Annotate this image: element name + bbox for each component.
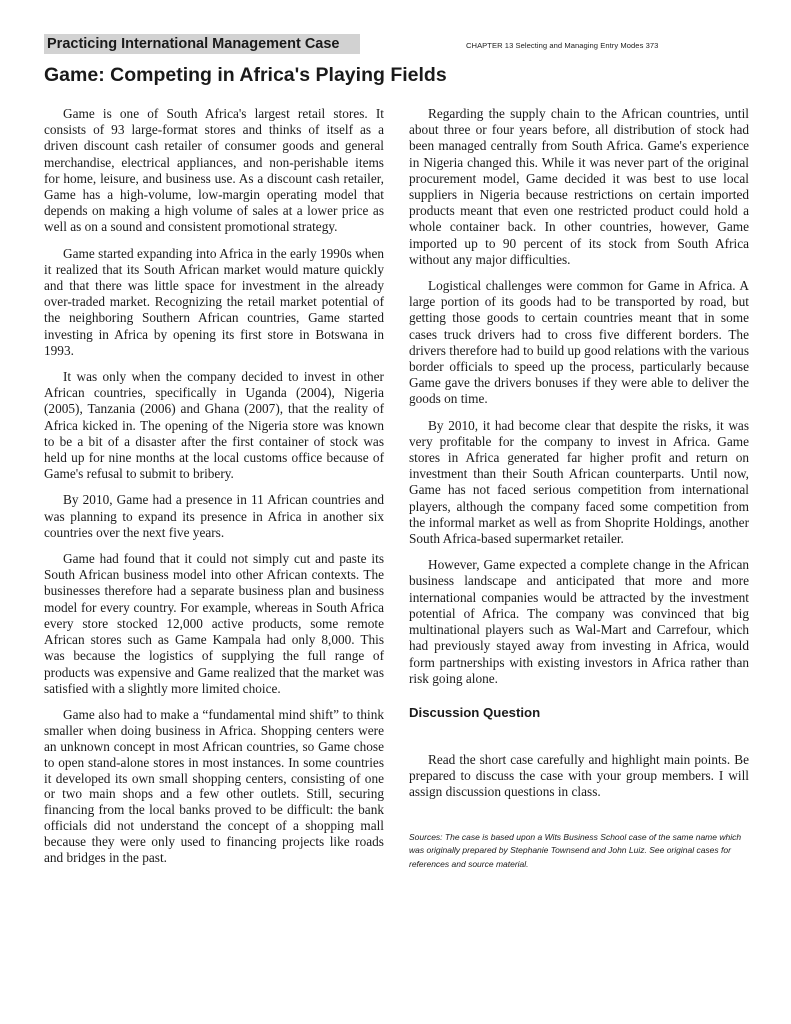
paragraph: Game started expanding into Africa in the early 1990s when it realized that its South African market would mature quickly and that there was little space for investment in the already over-traded market. Recognizing the retail market potential of the neighboring Southern African countries, Game started investing in Africa by opening its first store in Botswana in 1993. — [44, 245, 384, 358]
paragraph: Logistical challenges were common for Game in Africa. A large portion of its goods had to be transported by road, but getting those goods to certain countries meant that in some cases truck drivers had to cross five different borders. The drivers therefore had to build up good relations with the various border officials to speed up the process, particularly because Game gave the drivers bonuses if they were able to deliver the goods on time. — [409, 278, 749, 407]
discussion-text: Read the short case carefully and highlight main points. Be prepared to discuss the case with your group members. I will assign discussion questions in class. — [409, 751, 749, 800]
paragraph: Game is one of South Africa's largest retail stores. It consists of 93 large-format stores and thinks of itself as a driven discount cash retailer of consumer goods and general merchandise, electrical appliances, and non-perishable items for home, leisure, and business use. As a discount cash retailer, Game has a high-volume, low-margin operating model that depends on making a high volume of sales at a lower price as well as on a sound and consistent promotional strategy. — [44, 106, 384, 235]
right-column — [409, 106, 749, 871]
paragraph: Game had found that it could not simply cut and paste its South African business model into other African contexts. The businesses therefore had a separate business plan and business model for every country. For example, whereas in South Africa every store stocked 12,000 active products, some remote African stores such as Game Kampala had only 8,000. This was because the logistics of supplying the full range of products was expensive and Game realized that the market was satisfied with a slightly more limited choice. — [44, 551, 384, 696]
running-head: CHAPTER 13 Selecting and Managing Entry Modes 373 — [466, 41, 659, 50]
paragraph: By 2010, Game had a presence in 11 African countries and was planning to expand its presence in Africa in another six countries over the next five years. — [44, 492, 384, 540]
paragraph: However, Game expected a complete change in the African business landscape and anticipated that more and more international companies would be attracted by the investment potential of Africa. The company was convinced that big multinational players such as Wal-Mart and Carrefour, which had previously stayed away from investing in Africa, would form partnerships with existing investors in Africa rather than risk going alone. — [409, 557, 749, 686]
paragraph: By 2010, it had become clear that despite the risks, it was very profitable for the company to invest in Africa. Game stores in Africa generated far higher profit and return on investment than their South African counterparts. Until now, Game has not faced serious competition from international players, although the company faced some competition from the informal market as well as from Shoprite Holdings, another South Africa-based supermarket retailer. — [409, 417, 749, 547]
paragraph: Regarding the supply chain to the African countries, until about three or four years before, all distribution of stock had been managed centrally from South Africa. Game's experience in Nigeria changed this. While it was never part of the original procurement model, Game decided it was best to use local suppliers in Nigeria because restrictions on certain imported products meant that even one restricted product could hold a whole container back. In other countries, however, Game imported up to 90 percent of its stock from South Africa without any major difficulties. — [409, 106, 749, 267]
case-label: Practicing International Management Case — [44, 34, 360, 54]
paragraph: Game also had to make a “fundamental mind shift” to think smaller when doing business in Africa. Shopping centers were an unknown concept in most African countries, so Game chose to open stand-alone stores in most instances. In some countries it developed its own small shopping centers, consisting of one or two main shops and a few other outlets. Still, securing financing from the local banks proved to be difficult: the bank officials did not understand the concept of a shopping mall because they were only used to financing projects like roads and bridges in the past. — [44, 706, 384, 866]
paragraph: It was only when the company decided to invest in other African countries, specifically in Uganda (2004), Nigeria (2005), Tanzania (2006) and Ghana (2007), that the reality of Africa kicked in. The opening of the Nigeria store was known to be a bit of a disaster after the first container of stock was held up for nine months at the local customs office because of Game's refusal to submit to bribery. — [44, 369, 384, 482]
case-title: Game: Competing in Africa's Playing Fields — [44, 64, 447, 86]
sources-note: Sources: The case is based upon a Wits Business School case of the same name which was originally prepared by Stephanie Townsend and John Luiz. See original cases for references and source material. — [409, 831, 742, 869]
discussion-heading: Discussion Question — [409, 704, 541, 720]
left-column — [44, 106, 384, 876]
